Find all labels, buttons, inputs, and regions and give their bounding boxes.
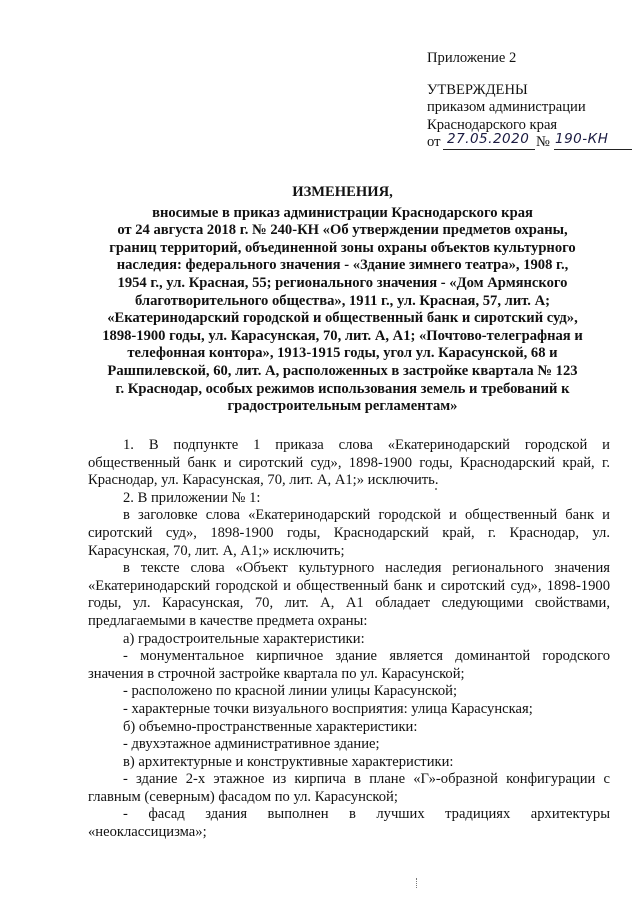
body-paragraph: - характерные точки визуального восприятия: улица Карасунская; [123, 700, 533, 717]
heading-line: «Екатеринодарский городской и общественный банк и сиротский суд», [107, 310, 578, 327]
body-paragraph: 2. В приложении № 1: [123, 489, 261, 506]
body-paragraph: в тексте слова «Объект культурного наследия регионального значения «Екатеринодарский городской и общественный банк и сиротский суд», 1898-1900 годы, ул. Карасунская, 70, лит. А, А1 обладает следующими свойствами, предлагаемыми в качестве предмета охраны: [88, 560, 610, 629]
body-paragraph: - фасад здания выполнен в лучших традициях архитектуры «неоклассицизма»; [88, 806, 610, 841]
date-underline [443, 149, 535, 150]
body-paragraph: в) архитектурные и конструктивные характеристики: [123, 753, 454, 770]
scan-speck-bottom [416, 878, 419, 888]
body-paragraph: - монументальное кирпичное здание является доминантой городского значения в строчной застройке квартала по ул. Карасунской; [88, 648, 610, 682]
body-paragraph: - двухэтажное административное здание; [123, 736, 380, 753]
heading-line: от 24 августа 2018 г. № 240-КН «Об утверждении предметов охраны, [117, 222, 568, 239]
from-label: от [427, 134, 441, 150]
heading-line: наследия: федерального значения - «Здание зимнего театра», 1908 г., [116, 257, 569, 274]
body-paragraph: - расположено по красной линии улицы Карасунской; [123, 683, 458, 700]
heading-line: телефонная контора», 1913-1915 годы, угол ул. Карасунской, 68 и [127, 345, 558, 362]
number-underline [554, 149, 632, 150]
approval-block [427, 50, 632, 152]
heading-line: 1898-1900 годы, ул. Карасунская, 70, лит. А, А1; «Почтово-телеграфная и [102, 327, 583, 344]
body-paragraph: а) градостроительные характеристики: [123, 630, 365, 647]
document-heading [70, 184, 615, 416]
scan-speck [435, 488, 437, 490]
heading-line: границ территорий, объединенной зоны охраны объектов культурного [109, 239, 576, 256]
approved-by-line: приказом администрации [427, 99, 586, 115]
heading-line: 1954 г., ул. Красная, 55; регионального значения - «Дом Армянского [117, 274, 568, 291]
handwritten-date: 27.05.2020 [447, 131, 530, 147]
document-body [88, 437, 610, 842]
heading-line: г. Краснодар, особых режимов использования земель и требований к [115, 380, 570, 397]
heading-line: градостроительным регламентам» [227, 398, 458, 415]
heading-line: вносимые в приказ администрации Краснодарского края [152, 204, 533, 221]
body-paragraph: в заголовке слова «Екатеринодарский городской и общественный банк и сиротский суд», 1898-1900 годы, Краснодарский край, г. Краснодар, ул. Карасунская, 70, лит. А, А1;» исключить; [88, 507, 610, 559]
heading-title: ИЗМЕНЕНИЯ, [292, 184, 393, 200]
handwritten-number: 190-КН [555, 131, 609, 147]
order-date-number-row [427, 131, 632, 152]
body-paragraph: б) объемно-пространственные характеристики: [123, 718, 418, 735]
body-paragraph: - здание 2-х этажное из кирпича в плане «Г»-образной конфигурации с главным (северным) фасадом по ул. Карасунской; [88, 771, 610, 805]
number-sign: № [536, 134, 550, 150]
heading-line: Рашпилевской, 60, лит. А, расположенных в застройке квартала № 123 [107, 362, 578, 379]
appendix-label: Приложение 2 [427, 50, 517, 66]
approved-region-line: Краснодарского края [427, 116, 558, 133]
heading-lines [70, 205, 615, 416]
heading-line: благотворительного общества», 1911 г., ул. Красная, 57, лит. А; [134, 292, 550, 309]
body-paragraph: 1. В подпункте 1 приказа слова «Екатеринодарский городской и общественный банк и сиротский суд», 1898-1900 годы, Краснодарский край, г. Краснодар, ул. Карасунская, 70, лит. А, А1;» исключить. [88, 437, 610, 489]
approved-label: УТВЕРЖДЕНЫ [427, 81, 528, 98]
